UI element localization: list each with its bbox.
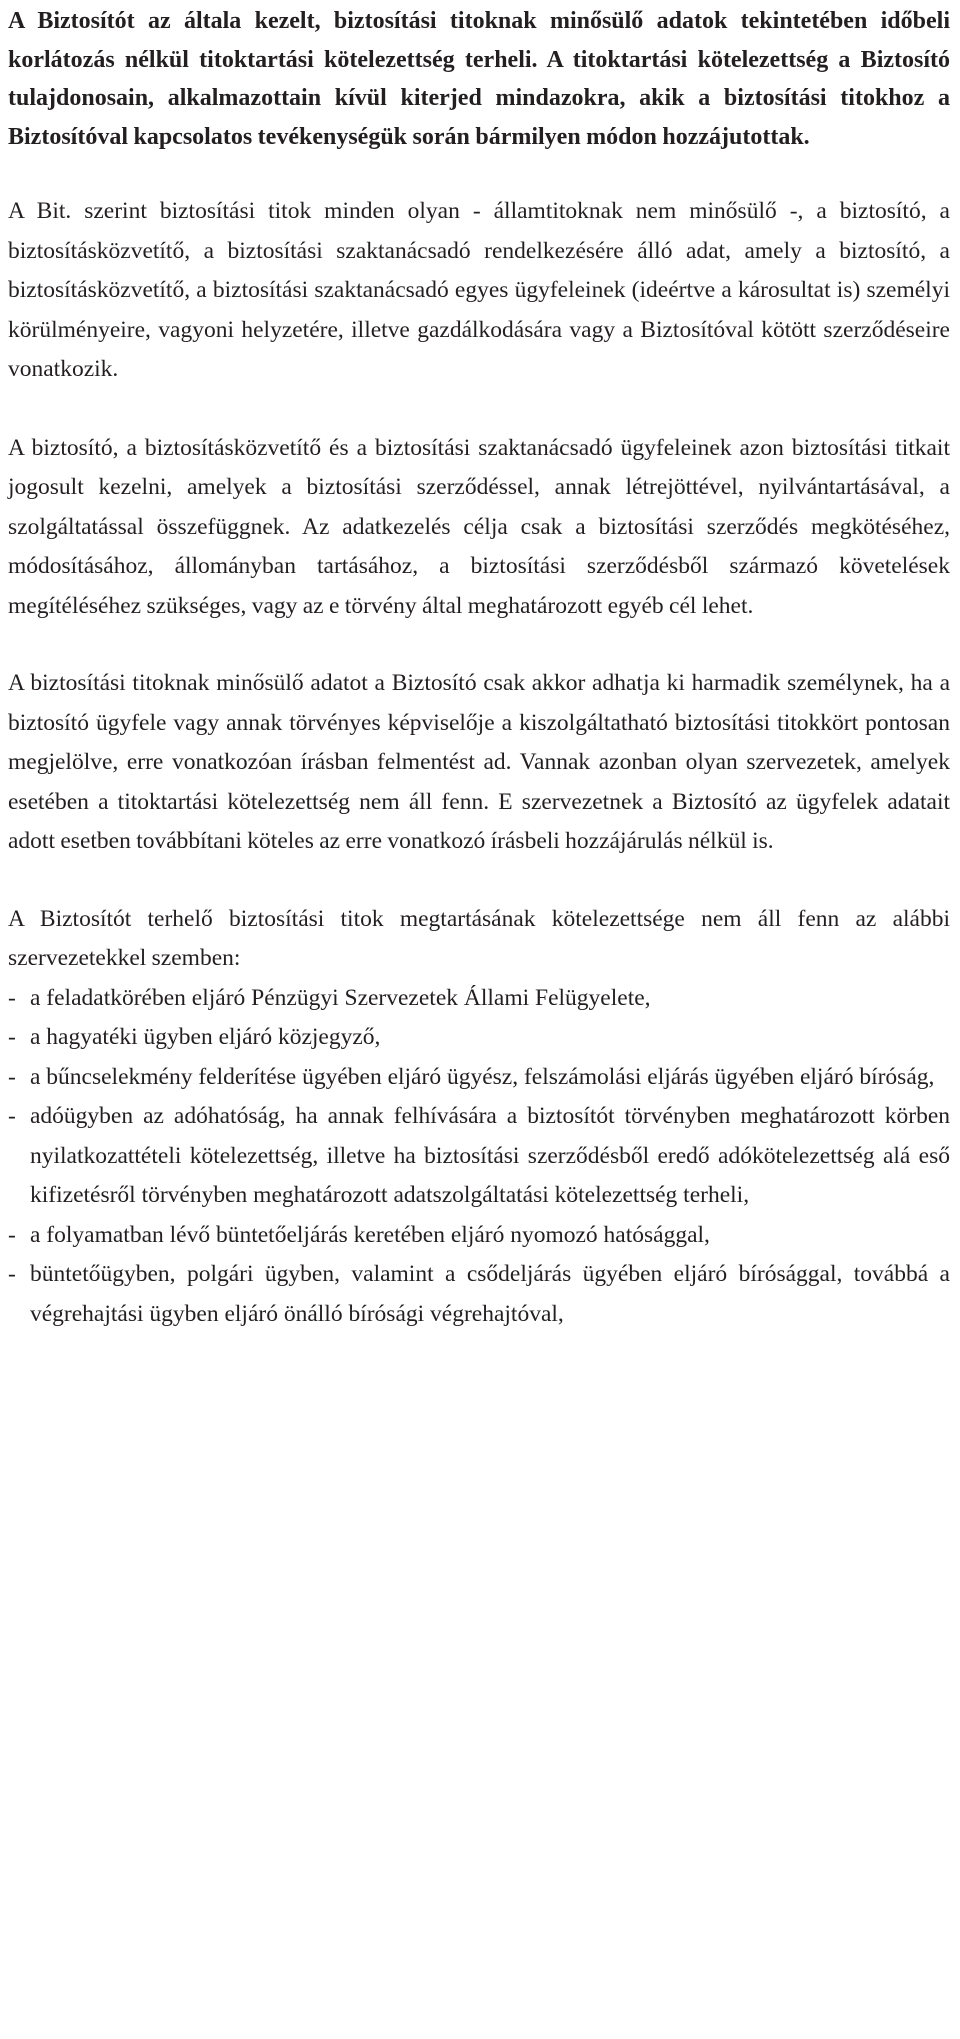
paragraph-insurance-secret-definition: A Bit. szerint biztosítási titok minden olyan - államtitoknak nem minősülő -, a biztosító, a biztosításközvetítő, a biztosítási szaktanácsadó rendelkezésére álló adat, amely a biztosító, a biztosításközvetítő, a biztosítási szaktanácsadó egyes ügyfeleinek (ideértve a károsultat is) személyi körülményeire, vagyoni helyzetére, illetve gazdálkodására vagy a Biztosítóval kötött szerződéseire vonatkozik. (8, 198, 950, 382)
list-dash: - (8, 1221, 16, 1248)
list-item (8, 1058, 950, 1098)
list-dash: - (8, 1024, 16, 1050)
list-item (8, 979, 950, 1019)
list-item-text: a bűncselekmény felderítése ügyében eljáró ügyész, felszámolási eljárás ügyében eljáró bíróság, (30, 1063, 935, 1090)
list-item-text: a folyamatban lévő büntetőeljárás keretében eljáró nyomozó hatósággal, (30, 1221, 710, 1248)
list-item-text: a feladatkörében eljáró Pénzügyi Szervezetek Állami Felügyelete, (30, 984, 651, 1011)
exceptions-list (8, 979, 950, 1335)
list-dash: - (8, 1261, 16, 1287)
paragraph-data-handling: A biztosító, a biztosításközvetítő és a biztosítási szaktanácsadó ügyfeleinek azon biztosítási titkait jogosult kezelni, amelyek a biztosítási szerződéssel, annak létrejöttével, nyilvántartásával, a szolgáltatással összefüggnek. Az adatkezelés célja csak a biztosítási szerződés megkötéséhez, módosításához, állományban tartásához, a biztosítási szerződésből származó követelések megítéléséhez szükséges, vagy az e törvény által meghatározott egyéb cél lehet. (8, 434, 950, 619)
paragraph-disclosure-conditions: A biztosítási titoknak minősülő adatot a Biztosító csak akkor adhatja ki harmadik személynek, ha a biztosító ügyfele vagy annak törvényes képviselője a kiszolgáltatható biztosítási titokkört pontosan megjelölve, erre vonatkozóan írásban felmentést ad. Vannak azonban olyan szervezetek, amelyek esetében a titoktartási kötelezettség nem áll fenn. E szervezetnek a Biztosító az ügyfelek adatait adott esetben továbbítani köteles az erre vonatkozó írásbeli hozzájárulás nélkül is. (8, 670, 950, 854)
paragraph-confidentiality-obligation: A Biztosítót az általa kezelt, biztosítási titoknak minősülő adatok tekintetében időbeli korlátozás nélkül titoktartási kötelezettség terheli. A titoktartási kötelezettség a Biztosító tulajdonosain, alkalmazottain kívül kiterjed mindazokra, akik a biztosítási titokhoz a Biztosítóval kapcsolatos tevékenységük során bármilyen módon hozzájutottak. (8, 8, 950, 150)
list-item (8, 1255, 950, 1334)
list-dash: - (8, 984, 16, 1011)
list-item-text: adóügyben az adóhatóság, ha annak felhívására a biztosítót törvényben meghatározott körben nyilatkozattételi kötelezettség, illetve ha biztosítási szerződésből eredő adókötelezettség alá eső kifizetésről törvényben meghatározott adatszolgáltatási kötelezettség terheli, (30, 1103, 950, 1208)
list-item-text: a hagyatéki ügyben eljáró közjegyző, (30, 1024, 381, 1050)
list-item-text: büntetőügyben, polgári ügyben, valamint a csődeljárás ügyében eljáró bírósággal, továbbá a végrehajtási ügyben eljáró önálló bírósági végrehajtóval, (30, 1261, 950, 1327)
paragraph-exceptions-intro: A Biztosítót terhelő biztosítási titok megtartásának kötelezettsége nem áll fenn az alábbi szervezetekkel szemben: (8, 905, 950, 971)
list-dash: - (8, 1103, 16, 1129)
list-item (8, 1018, 950, 1058)
list-item (8, 1097, 950, 1216)
list-item (8, 1216, 950, 1256)
list-dash: - (8, 1063, 16, 1090)
